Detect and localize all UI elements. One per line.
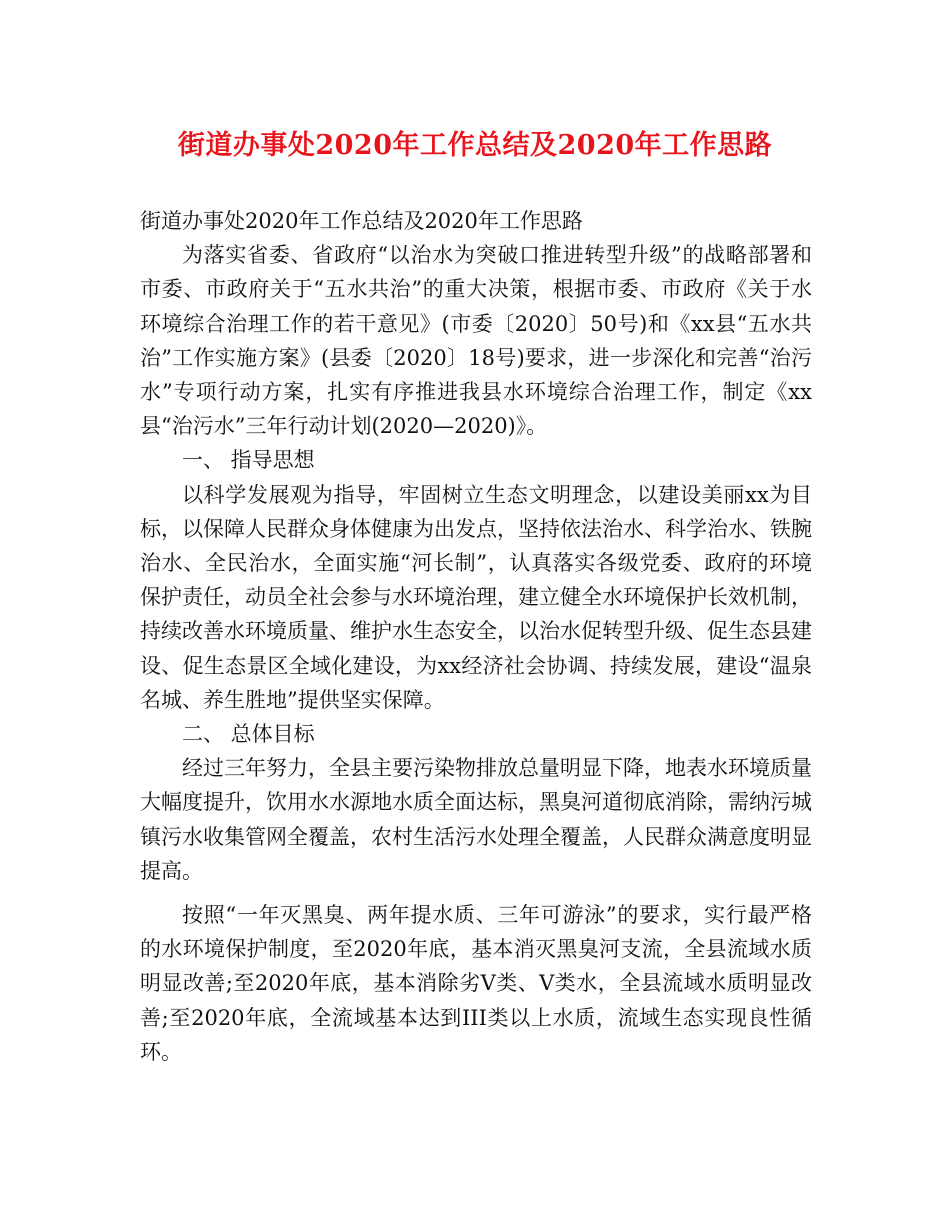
paragraph-overall-goal: 经过三年努力，全县主要污染物排放总量明显下降，地表水环境质量大幅度提升，饮用水水源地水质全面达标，黑臭河道彻底消除，需纳污城镇污水收集管网全覆盖，农村生活污水处理全覆盖，人民群众满意度明显提高。 [140, 756, 812, 883]
section-heading-guiding-thought: 一、 指导思想 [182, 448, 315, 473]
document-body [140, 204, 812, 1069]
document-subtitle: 街道办事处2020年工作总结及2020年工作思路 [140, 209, 583, 233]
paragraph-spacer [140, 888, 812, 898]
document-title: 街道办事处2020年工作总结及2020年工作思路 [177, 130, 773, 161]
paragraph-guiding-thought: 以科学发展观为指导，牢固树立生态文明理念，以建设美丽xx为目标，以保障人民群众身体健康为出发点，坚持依法治水、科学治水、铁腕治水、全民治水，全面实施“河长制”，认真落实各级党委、政府的环境保护责任，动员全社会参与水环境治理，建立健全水环境保护长效机制，持续改善水环境质量、维护水生态安全，以治水促转型升级、促生态县建设、促生态景区全域化建设，为xx经济社会协调、持续发展，建设“温泉名城、养生胜地”提供坚实保障。 [140, 482, 812, 712]
section-heading-overall-goal: 二、 总体目标 [182, 722, 315, 747]
paragraph-requirements: 按照“一年灭黑臭、两年提水质、三年可游泳”的要求，实行最严格的水环境保护制度，至2020年底，基本消灭黑臭河支流，全县流域水质明显改善;至2020年底，基本消除劣Ⅴ类、Ⅴ类水，全县流域水质明显改善;至2020年底，全流域基本达到III类以上水质，流域生态实现良性循环。 [140, 903, 812, 1064]
paragraph-intro: 为落实省委、省政府“以治水为突破口推进转型升级”的战略部署和市委、市政府关于“五水共治”的重大决策，根据市委、市政府《关于水环境综合治理工作的若干意见》(市委〔2020〕50号)和《xx县“五水共治”工作实施方案》(县委〔2020〕18号)要求，进一步深化和完善“治污水”专项行动方案，扎实有序推进我县水环境综合治理工作，制定《xx县“治污水”三年行动计划(2020—2020)》。 [140, 243, 812, 439]
